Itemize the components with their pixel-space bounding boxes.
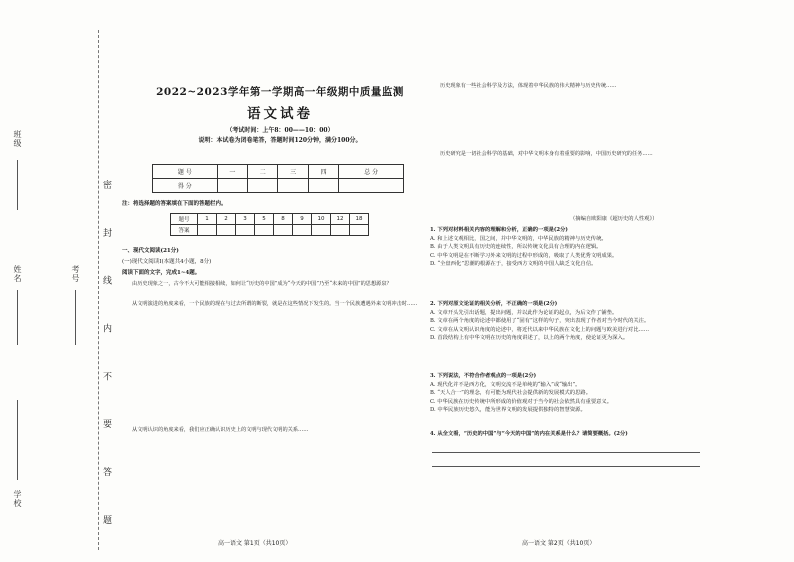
answer-cell: 1 [198,214,217,225]
reading-paragraph: 由历史现象之一，古今不大可能相接相续，如何让“历史的中国”成为“今天的中国”乃至“未来的中国”的思想源泉？ [132,281,392,287]
answer-table-number-row [171,214,369,225]
option-c: C. 中华文明是在不断学习外来文明的过程中形成的，吸取了人类优秀文明成果。 [430,252,618,259]
question-2 [430,300,702,343]
reading-paragraph: 历史研究是一切社会科学的基础，对中华文明本身有着重要的影响，中国历史研究的任务…… [440,151,653,157]
exam-note: 说明：本试卷为闭卷笔答，答题时间120分钟，满分100分。 [198,137,362,144]
reading-paragraph: 从文明认识的角度来看，我们应正确认识历史上的文明与现代文明的关系…… [132,427,309,433]
answer-cell: 答案 [171,225,198,236]
name-blank[interactable] [17,290,18,345]
label-school: 学校 [13,490,22,508]
reading-paragraph: 从文明演进的角度来看，一个民族的现在与过去所谓的断裂，就是在这些情况下发生的。当一个民族遭遇外来文明冲击时…… [132,301,418,307]
answer-line[interactable] [432,466,700,467]
answer-input[interactable] [217,225,236,236]
question-stem: 3. 下列说法，不符合作者观点的一项是(2分) [430,373,537,379]
reading-paragraph: 历史现象有一些社会科学及方法，体现着中华民族的伟大精神与历史传统…… [440,83,617,89]
class-blank[interactable] [17,160,18,210]
label-class: 班级 [13,130,22,148]
option-d: D. 首段结构上有中华文明在历史的角度讲述了，以上的两个角度，使论证更为深入。 [430,335,629,342]
question-stem: 4. 从全文看，“历史的中国”与“今天的中国”的内在关系是什么？请简要概括。(2分) [430,431,628,437]
score-cell: 总 分 [339,165,404,179]
subject-title: 语文试卷 [247,106,313,122]
score-input[interactable] [278,179,308,193]
option-a: A. 和上述文观相比，国之间，并中华文明的，中华民族的精神与历史传统。 [430,235,607,242]
option-a: A. 现代化并不是西方化，文明交流不是单纯的“输入”或“输出”。 [430,381,581,388]
answer-input[interactable] [274,225,293,236]
score-cell: 得 分 [153,179,218,193]
option-b: B. “天人合一”的理念，有可能为现代社会提供新的发展模式的思路。 [430,390,591,397]
question-3 [430,372,702,415]
score-table-header-row [153,165,404,179]
seal-notice: 密 封 线 内 不 要 答 题 [101,180,111,543]
answer-input[interactable] [198,225,217,236]
page-footer-right: 高一语文 第2页（共10页） [522,540,596,547]
answer-input[interactable] [350,225,369,236]
question-stem: 1. 下列对材料相关内容的理解和分析，正确的一项是(2分) [430,227,568,233]
option-d: D. “全盘西化”思潮的根源在于，接受西方文明的中国人缺乏文化自信。 [430,261,597,268]
score-cell: 题 号 [153,165,218,179]
score-table [152,164,404,193]
score-cell: 一 [217,165,247,179]
page-footer-left: 高一语文 第1页（共10页） [218,540,292,547]
answer-cell: 3 [236,214,255,225]
option-c: C. 文章在从文明认识角度的论述中，将近代以来中华民族在文化上的问题与欧美进行对比…… [430,326,650,333]
school-blank[interactable] [17,400,18,480]
score-cell: 二 [248,165,278,179]
answer-cell: 10 [312,214,331,225]
answer-input[interactable] [236,225,255,236]
option-a: A. 文章开头先引出话题，提出问题，并以此作为论证的起点，为后文作了铺垫。 [430,309,618,316]
answer-cell: 2 [217,214,236,225]
reading-instruction: 阅读下面的文字，完成1~4题。 [122,270,201,276]
score-cell: 三 [278,165,308,179]
option-b: B. 由于人类文明具有历史的连续性，所以传统文化具有合理的内在逻辑。 [430,244,602,251]
answer-input[interactable] [312,225,331,236]
question-stem: 2. 下列对原文论证的相关分析，不正确的一项是(2分) [430,301,558,307]
option-c: C. 中华民族在历史传统中所形成的价值观对于当今的社会依然具有重要意义。 [430,398,613,405]
exam-title: 2022~2023学年第一学期高一年级期中质量监测 [156,86,404,98]
answer-table [170,213,369,236]
label-seat: 考号 [71,265,80,283]
label-name: 姓名 [13,265,22,283]
score-input[interactable] [308,179,338,193]
question-4 [430,430,702,439]
answer-cell: 题号 [171,214,198,225]
source-citation: （摘编自欧阳康《超历史的人性观》） [570,216,658,222]
question-1 [430,226,702,269]
score-input[interactable] [248,179,278,193]
answer-input[interactable] [331,225,350,236]
answer-instruction: 注：将选择题的答案填在下面的答题栏内。 [122,201,227,207]
answer-cell: 5 [255,214,274,225]
exam-time: （考试时间：上午8：00——10：00） [226,127,334,134]
answer-input[interactable] [293,225,312,236]
score-input[interactable] [339,179,404,193]
seal-line [98,30,99,550]
answer-cell: 8 [274,214,293,225]
score-cell: 四 [308,165,338,179]
subsection-heading: (一)现代文阅读Ⅰ(本题共4小题，8分) [122,259,212,265]
answer-cell: 9 [293,214,312,225]
score-table-value-row [153,179,404,193]
section-heading: 一、现代文阅读(21分) [122,248,179,254]
answer-input[interactable] [255,225,274,236]
answer-table-answer-row [171,225,369,236]
seat-blank[interactable] [75,290,76,345]
option-d: D. 中华民族历史悠久，能为世界文明的发展提供独特的智慧资源。 [430,407,586,414]
score-input[interactable] [217,179,247,193]
answer-cell: 18 [350,214,369,225]
option-b: B. 文章在两个角度的论述中都使用了“固有”这样的句子，突出表现了作者对当今时代的关注。 [430,318,650,325]
answer-line[interactable] [432,452,700,453]
answer-cell: 12 [331,214,350,225]
binding-strip [0,0,118,562]
